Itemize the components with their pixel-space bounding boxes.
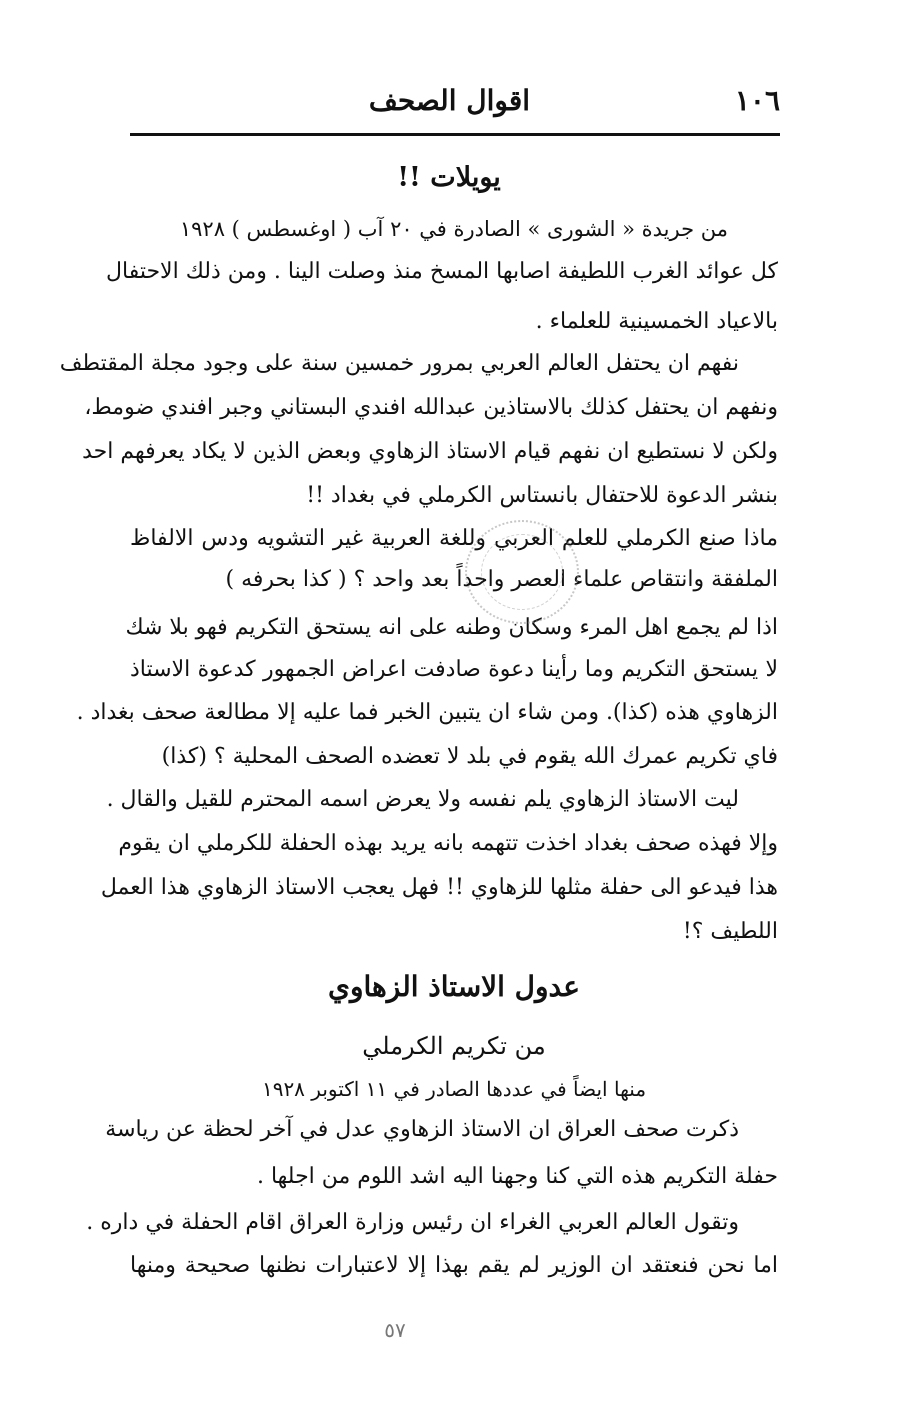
page-header [130,84,780,124]
article-source: من جريدة « الشورى » الصادرة في ٢٠ آب ( اوغسطس ) ١٩٢٨ [179,217,728,241]
paragraph-line: نفهم ان يحتفل العالم العربي بمرور خمسين سنة على وجود مجلة المقتطف [59,351,739,376]
library-stamp [465,520,579,624]
paragraph-line: اما نحن فنعتقد ان الوزير لم يقم بهذا إلا لاعتبارات نظنها صحيحة ومنها [130,1253,778,1278]
paragraph-line: وإلا فهذه صحف بغداد اخذت تتهمه بانه يريد بهذه الحفلة للكرملي ان يقوم [118,831,778,856]
paragraph-line: لا يستحق التكريم وما رأينا دعوة صادفت اعراض الجمهور كدعوة الاستاذ [130,657,778,682]
paragraph-line: بنشر الدعوة للاحتفال بانستاس الكرملي في بغداد !! [306,483,778,508]
paragraph-line: حفلة التكريم هذه التي كنا وجهنا اليه اشد اللوم من اجلها . [256,1164,778,1189]
section-subtitle: من تكريم الكرملي [362,1032,546,1060]
paragraph-line: اذا لم يجمع اهل المرء وسكان وطنه على انه يستحق التكريم فهو بلا شك [125,615,778,640]
running-title: اقوال الصحف [368,84,530,117]
paragraph-line: فاي تكريم عمرك الله يقوم في بلد لا تعضده الصحف المحلية ؟ (كذا) [161,744,778,769]
article-source: منها ايضاً في عددها الصادر في ١١ اكتوبر ١٩٢٨ [261,1077,647,1101]
header-rule [130,133,780,136]
paragraph-line: ماذا صنع الكرملي للعلم العربي وللغة العربية غير التشويه ودس الالفاظ [130,526,778,551]
paragraph-line: بالاعياد الخمسينية للعلماء . [535,309,778,334]
footer-mark: ٥٧ [384,1318,406,1342]
paragraph-line: ليت الاستاذ الزهاوي يلم نفسه ولا يعرض اسمه المحترم للقيل والقال . [106,787,739,812]
paragraph-line: اللطيف ؟! [682,919,778,944]
paragraph-line: ونفهم ان يحتفل كذلك بالاستاذين عبدالله افندي البستاني وجبر افندي ضومط، [84,395,778,420]
paragraph-line: الملفقة وانتقاص علماء العصر واحداً بعد واحد ؟ ( كذا بحرفه ) [225,567,778,592]
section-title: عدول الاستاذ الزهاوي [328,970,580,1003]
paragraph-line: وتقول العالم العربي الغراء ان رئيس وزارة العراق اقام الحفلة في داره . [86,1210,739,1235]
paragraph-line: هذا فيدعو الى حفلة مثلها للزهاوي !! فهل يعجب الاستاذ الزهاوي هذا العمل [100,875,778,900]
paragraph-line: الزهاوي هذه (كذا). ومن شاء ان يتبين الخبر فما عليه إلا مطالعة صحف بغداد . [76,700,778,725]
section-title: يويلات !! [397,162,501,193]
paragraph-line: ذكرت صحف العراق ان الاستاذ الزهاوي عدل في آخر لحظة عن رياسة [105,1117,739,1142]
paragraph-line: كل عوائد الغرب اللطيفة اصابها المسخ منذ وصلت الينا . ومن ذلك الاحتفال [106,259,778,284]
paragraph-line: ولكن لا نستطيع ان نفهم قيام الاستاذ الزهاوي وبعض الذين لا يكاد يعرفهم احد [82,439,778,464]
page-number: ١٠٦ [734,84,780,117]
